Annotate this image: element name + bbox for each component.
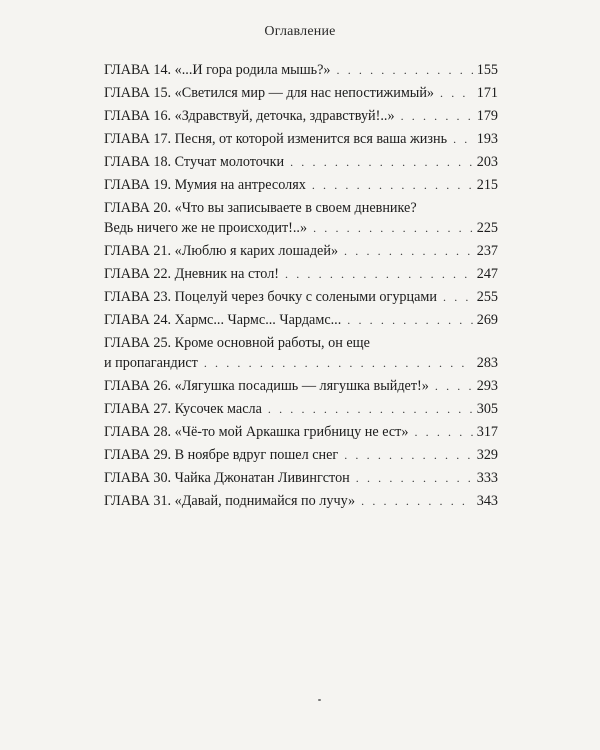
toc-entry[interactable] (104, 445, 498, 465)
page-number: 293 (476, 378, 498, 394)
page-number: 179 (476, 108, 498, 124)
page-number: 255 (476, 289, 498, 305)
chapter-label: ГЛАВА 16. (104, 108, 172, 124)
chapter-label: ГЛАВА 18. (104, 154, 172, 170)
chapter-title: В ноябре вдруг пошел снег (174, 447, 339, 463)
toc-entry[interactable] (104, 422, 498, 442)
toc-entry[interactable] (104, 287, 498, 307)
dot-leader (337, 60, 473, 80)
dot-leader (312, 175, 473, 195)
chapter-title: «Здравствуй, деточка, здравствуй!..» (174, 108, 395, 124)
toc-line (104, 491, 498, 511)
chapter-title: Поцелуй через бочку с солеными огурцами (174, 289, 437, 305)
toc-entry[interactable] (104, 310, 498, 330)
toc-line (104, 83, 498, 103)
toc-entry[interactable] (104, 129, 498, 149)
chapter-title: «Чё-то мой Аркашка грибницу не ест» (174, 424, 409, 440)
chapter-title: «...И гора родила мышь?» (174, 62, 331, 78)
page-number: 333 (476, 470, 498, 486)
chapter-title: Чайка Джонатан Ливингстон (174, 470, 350, 486)
page-title: Оглавление (264, 24, 336, 39)
toc-line (104, 198, 498, 218)
chapter-label: ГЛАВА 26. (104, 378, 172, 394)
toc-entry[interactable] (104, 468, 498, 488)
chapter-title: «Светился мир — для нас непостижимый» (174, 85, 435, 101)
toc-entry[interactable] (104, 152, 498, 172)
chapter-title: «Лягушка посадишь — лягушка выйдет!» (174, 378, 429, 394)
page-number: 305 (476, 401, 498, 417)
toc-line (104, 175, 498, 195)
chapter-label: ГЛАВА 24. (104, 312, 172, 328)
table-of-contents (104, 60, 498, 514)
toc-line (104, 287, 498, 307)
toc-line (104, 106, 498, 126)
chapter-label: ГЛАВА 14. (104, 62, 172, 78)
page-number: 247 (476, 266, 498, 282)
chapter-title: Кусочек масла (174, 401, 262, 417)
dot-leader (361, 491, 473, 511)
page-number: 329 (476, 447, 498, 463)
toc-line (104, 241, 498, 261)
chapter-label: ГЛАВА 23. (104, 289, 172, 305)
chapter-title: Ведь ничего же не происходит!..» (104, 220, 308, 236)
toc-entry[interactable] (104, 491, 498, 511)
chapter-label: ГЛАВА 21. (104, 243, 172, 259)
chapter-label: ГЛАВА 27. (104, 401, 172, 417)
chapter-title: Стучат молоточки (174, 154, 285, 170)
dot-leader (435, 376, 473, 396)
dot-leader (344, 241, 473, 261)
toc-entry[interactable] (104, 60, 498, 80)
toc-line (104, 152, 498, 172)
toc-line (104, 376, 498, 396)
chapter-label: ГЛАВА 31. (104, 493, 172, 509)
dot-leader (414, 422, 472, 442)
chapter-title-line1: «Что вы записываете в своем дневнике? (174, 200, 417, 216)
chapter-title-line1: Кроме основной работы, он еще (174, 335, 370, 351)
toc-line (104, 445, 498, 465)
print-speck (318, 699, 321, 701)
dot-leader (268, 399, 473, 419)
page-number: 225 (476, 220, 498, 236)
toc-entry[interactable] (104, 376, 498, 396)
dot-leader (453, 129, 473, 149)
toc-entry[interactable] (104, 241, 498, 261)
page-number: 203 (476, 154, 498, 170)
page-number: 215 (476, 177, 498, 193)
toc-line (104, 399, 498, 419)
chapter-title: Песня, от которой изменится вся ваша жизнь (174, 131, 448, 147)
toc-entry[interactable] (104, 106, 498, 126)
toc-entry[interactable] (104, 198, 498, 238)
chapter-label: ГЛАВА 19. (104, 177, 172, 193)
toc-line (104, 353, 498, 373)
page-number: 237 (476, 243, 498, 259)
chapter-label: ГЛАВА 22. (104, 266, 172, 282)
chapter-title: Мумия на антресолях (174, 177, 306, 193)
chapter-title: «Люблю я карих лошадей» (174, 243, 339, 259)
dot-leader (285, 264, 473, 284)
toc-line (104, 60, 498, 80)
chapter-label: ГЛАВА 20. (104, 200, 172, 216)
toc-line (104, 218, 498, 238)
dot-leader (290, 152, 473, 172)
chapter-label: ГЛАВА 28. (104, 424, 172, 440)
toc-entry[interactable] (104, 399, 498, 419)
toc-line (104, 468, 498, 488)
toc-line (104, 333, 498, 353)
toc-line (104, 264, 498, 284)
dot-leader (344, 445, 472, 465)
dot-leader (356, 468, 473, 488)
chapter-label: ГЛАВА 17. (104, 131, 172, 147)
toc-line (104, 422, 498, 442)
dot-leader (347, 310, 472, 330)
dot-leader (401, 106, 473, 126)
page-number: 317 (476, 424, 498, 440)
page-number: 343 (476, 493, 498, 509)
chapter-title: «Давай, поднимайся по лучу» (174, 493, 356, 509)
chapter-label: ГЛАВА 15. (104, 85, 172, 101)
page-number: 171 (476, 85, 498, 101)
toc-line (104, 129, 498, 149)
dot-leader (313, 218, 473, 238)
dot-leader (440, 83, 473, 103)
toc-entry[interactable] (104, 83, 498, 103)
dot-leader (204, 353, 473, 373)
chapter-title: и пропагандист (104, 355, 198, 371)
toc-entry[interactable] (104, 333, 498, 373)
toc-entry[interactable] (104, 175, 498, 195)
chapter-label: ГЛАВА 29. (104, 447, 172, 463)
page-number: 283 (476, 355, 498, 371)
page-number: 269 (476, 312, 498, 328)
toc-line (104, 310, 498, 330)
toc-entry[interactable] (104, 264, 498, 284)
page-number: 193 (476, 131, 498, 147)
chapter-title: Дневник на стол! (174, 266, 280, 282)
chapter-title: Хармс... Чармс... Чардамс... (174, 312, 342, 328)
chapter-label: ГЛАВА 30. (104, 470, 172, 486)
chapter-label: ГЛАВА 25. (104, 335, 172, 351)
page-number: 155 (476, 62, 498, 78)
dot-leader (443, 287, 473, 307)
